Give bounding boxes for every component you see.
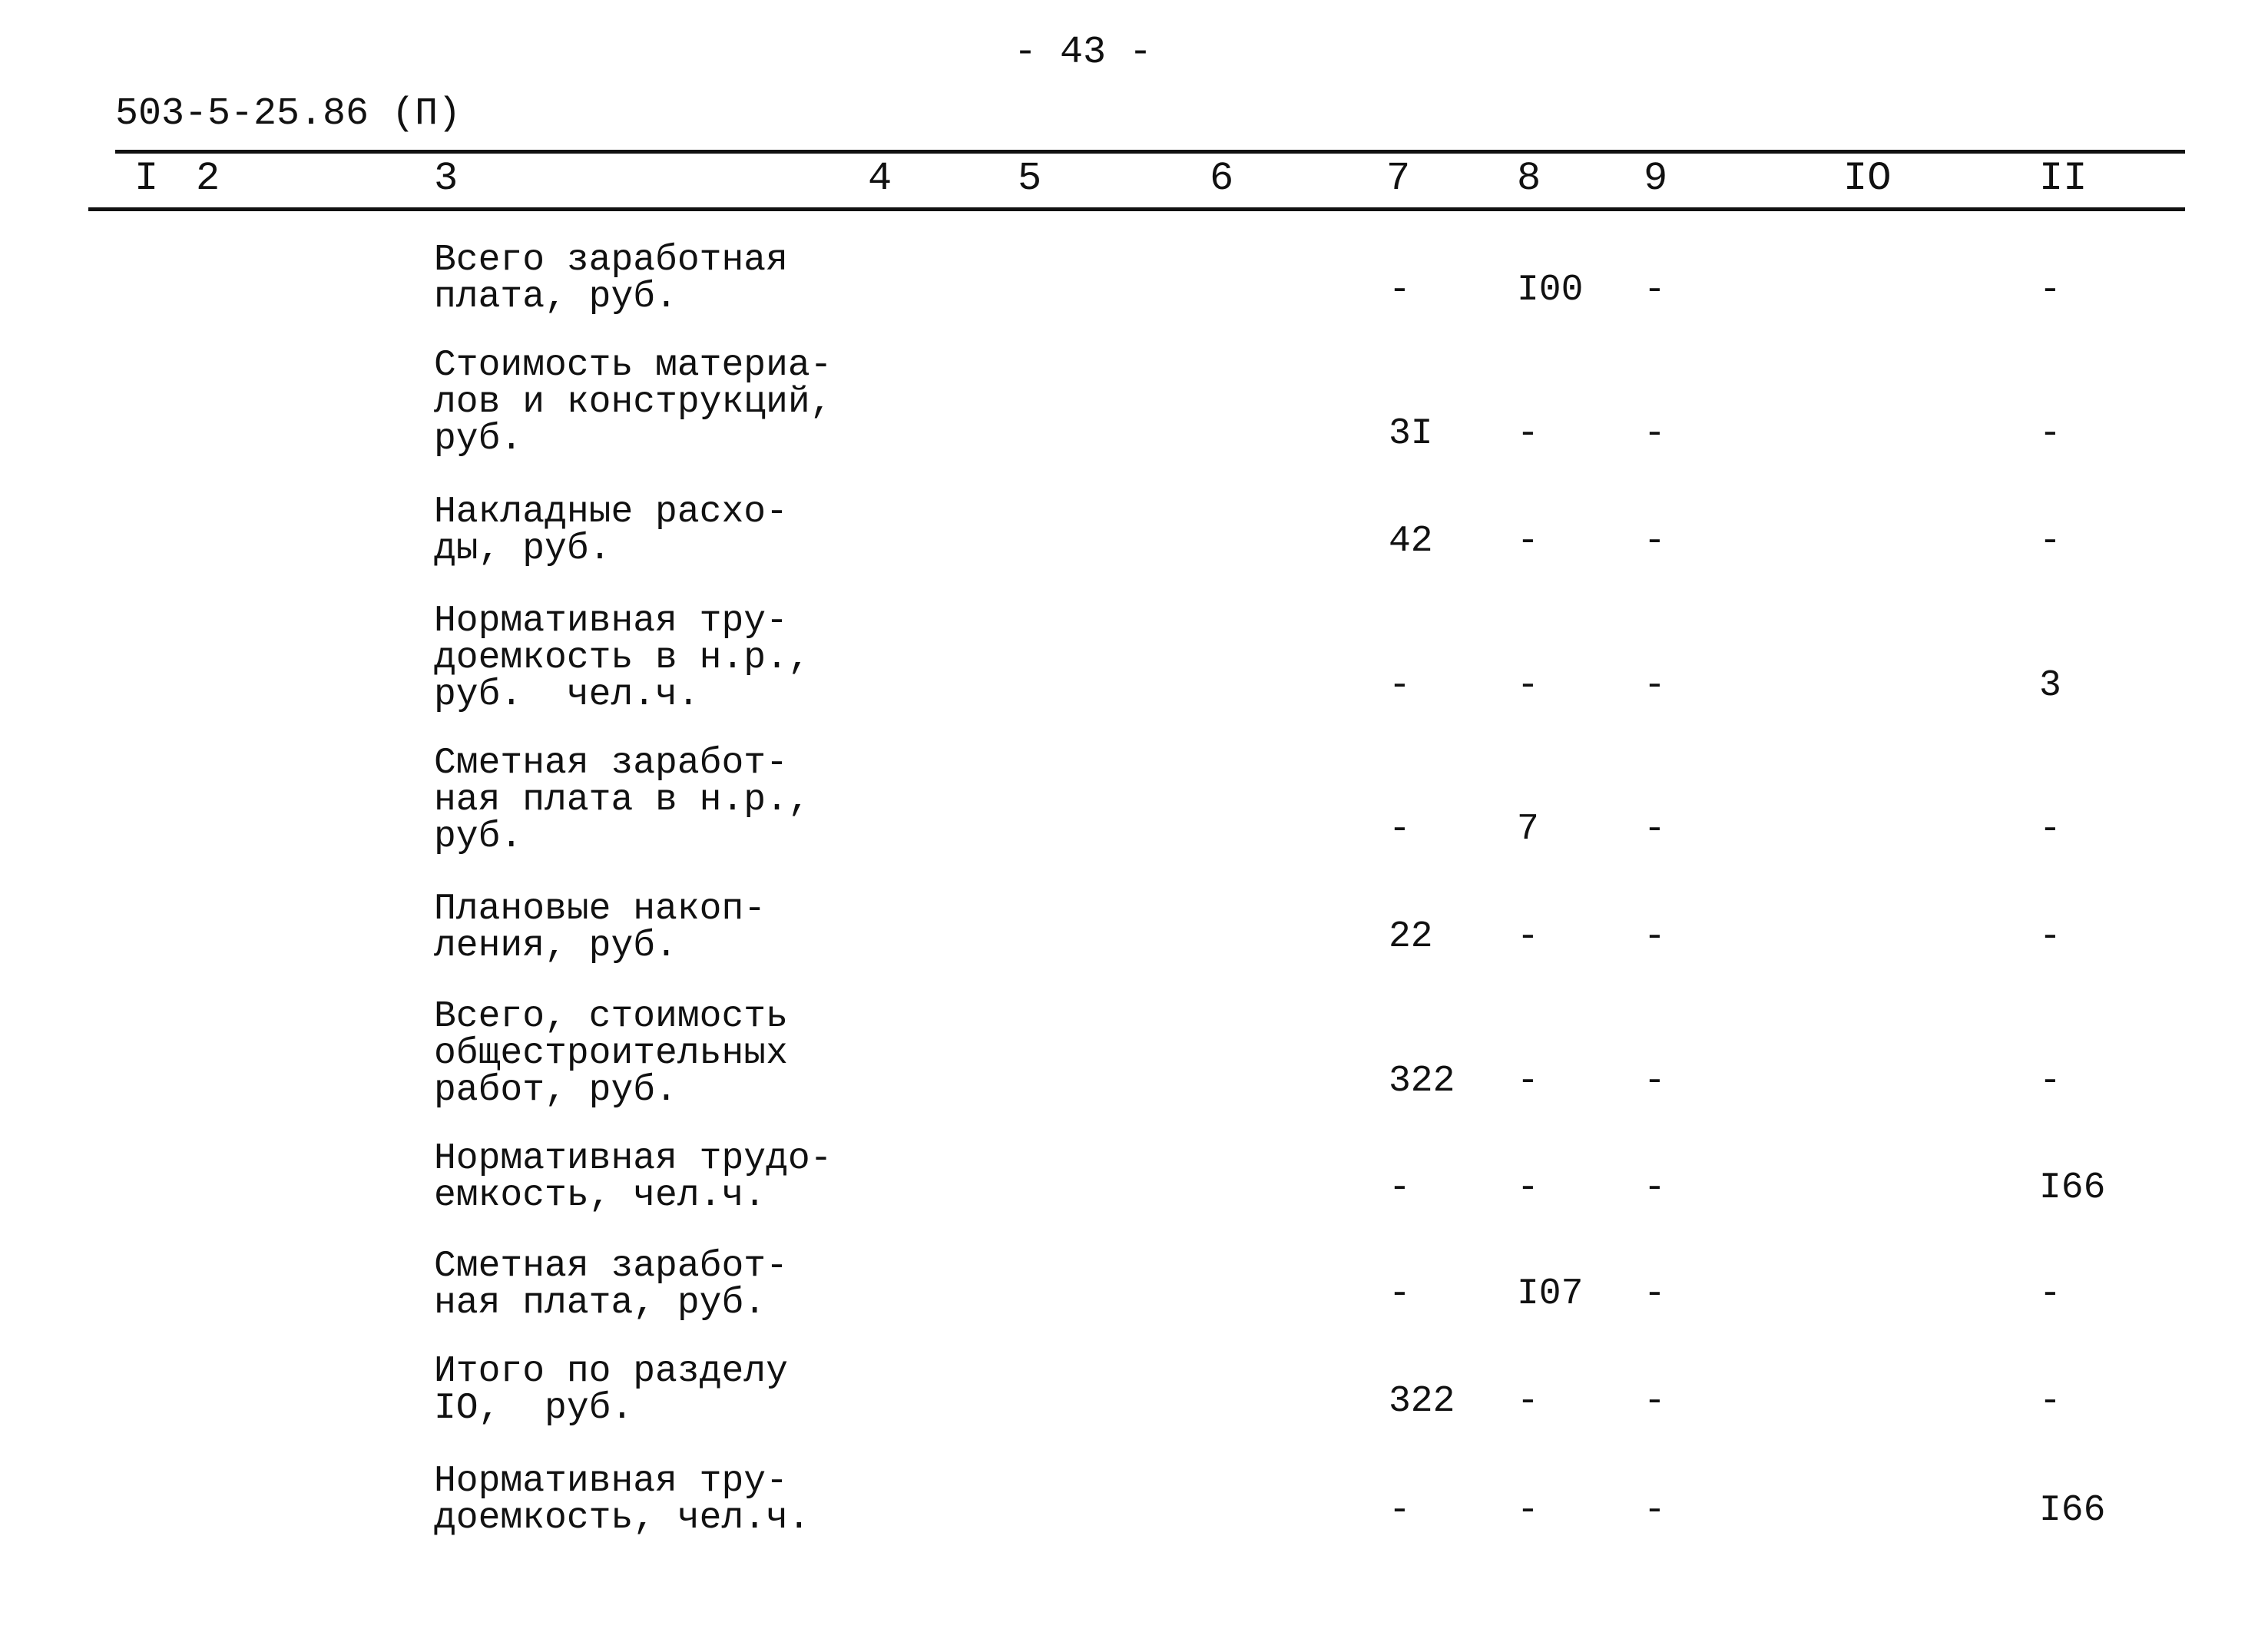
row-label: Всего, стоимость общестроительных работ, руб. <box>434 996 788 1111</box>
column-header-9: 9 <box>1644 156 1668 201</box>
row-label: Нормативная трудо- емкость, чел.ч. <box>434 1138 833 1217</box>
row-label: Итого по разделу IO, руб. <box>434 1351 788 1429</box>
cell-col7: 322 <box>1389 1061 1455 1102</box>
page-number: - 43 - <box>1013 31 1153 74</box>
cell-col7: 22 <box>1389 916 1433 958</box>
cell-col7: - <box>1389 809 1411 850</box>
cell-col8: 7 <box>1517 809 1539 850</box>
cell-col9: - <box>1644 1273 1666 1315</box>
cell-col11: - <box>2039 270 2061 311</box>
column-header-1: I <box>134 156 159 201</box>
cell-col8: - <box>1517 1381 1539 1422</box>
cell-col7: 3I <box>1389 413 1433 455</box>
cell-col7: 322 <box>1389 1381 1455 1422</box>
cell-col11: - <box>2039 521 2061 562</box>
cell-col7: - <box>1389 1490 1411 1531</box>
column-header-3: 3 <box>434 156 459 201</box>
cell-col8: I00 <box>1517 270 1584 311</box>
cell-col9: - <box>1644 270 1666 311</box>
cell-col11: - <box>2039 809 2061 850</box>
cell-col7: - <box>1389 665 1411 707</box>
cell-col8: - <box>1517 1167 1539 1209</box>
column-header-5: 5 <box>1018 156 1042 201</box>
cell-col9: - <box>1644 521 1666 562</box>
cell-col9: - <box>1644 1061 1666 1102</box>
column-header-11: II <box>2039 156 2088 201</box>
row-label: Сметная заработ- ная плата, руб. <box>434 1246 788 1324</box>
cell-col9: - <box>1644 413 1666 455</box>
cell-col8: - <box>1517 413 1539 455</box>
row-label: Нормативная тру- доемкость в н.р., руб. чел.ч. <box>434 601 810 716</box>
row-label: Сметная заработ- ная плата в н.р., руб. <box>434 743 810 858</box>
cell-col9: - <box>1644 1381 1666 1422</box>
row-label: Нормативная тру- доемкость, чел.ч. <box>434 1461 810 1539</box>
cell-col7: - <box>1389 270 1411 311</box>
document-code: 503-5-25.86 (П) <box>115 92 462 136</box>
cell-col9: - <box>1644 1490 1666 1531</box>
column-header-10: IO <box>1843 156 1892 201</box>
cell-col11: - <box>2039 1273 2061 1315</box>
row-label: Плановые накоп- ления, руб. <box>434 889 766 967</box>
cell-col8: - <box>1517 916 1539 958</box>
cell-col7: 42 <box>1389 521 1433 562</box>
cell-col8: - <box>1517 521 1539 562</box>
column-header-7: 7 <box>1386 156 1411 201</box>
cell-col9: - <box>1644 916 1666 958</box>
column-header-6: 6 <box>1210 156 1234 201</box>
cell-col8: - <box>1517 665 1539 707</box>
cell-col11: - <box>2039 1381 2061 1422</box>
cell-col11: - <box>2039 1061 2061 1102</box>
row-label: Накладные расхо- ды, руб. <box>434 492 788 570</box>
cell-col8: - <box>1517 1490 1539 1531</box>
cell-col9: - <box>1644 809 1666 850</box>
cell-col11: I66 <box>2039 1167 2106 1209</box>
cell-col7: - <box>1389 1273 1411 1315</box>
column-header-8: 8 <box>1517 156 1541 201</box>
cell-col7: - <box>1389 1167 1411 1209</box>
cell-col11: 3 <box>2039 665 2061 707</box>
row-label: Всего заработная плата, руб. <box>434 240 788 318</box>
cell-col11: I66 <box>2039 1490 2106 1531</box>
cell-col11: - <box>2039 413 2061 455</box>
cell-col9: - <box>1644 1167 1666 1209</box>
column-header-4: 4 <box>868 156 892 201</box>
row-label: Стоимость материа- лов и конструкций, руб. <box>434 345 833 460</box>
cell-col8: I07 <box>1517 1273 1584 1315</box>
cell-col8: - <box>1517 1061 1539 1102</box>
cell-col11: - <box>2039 916 2061 958</box>
cell-col9: - <box>1644 665 1666 707</box>
table-header-rule <box>88 207 2185 211</box>
column-header-2: 2 <box>196 156 220 201</box>
